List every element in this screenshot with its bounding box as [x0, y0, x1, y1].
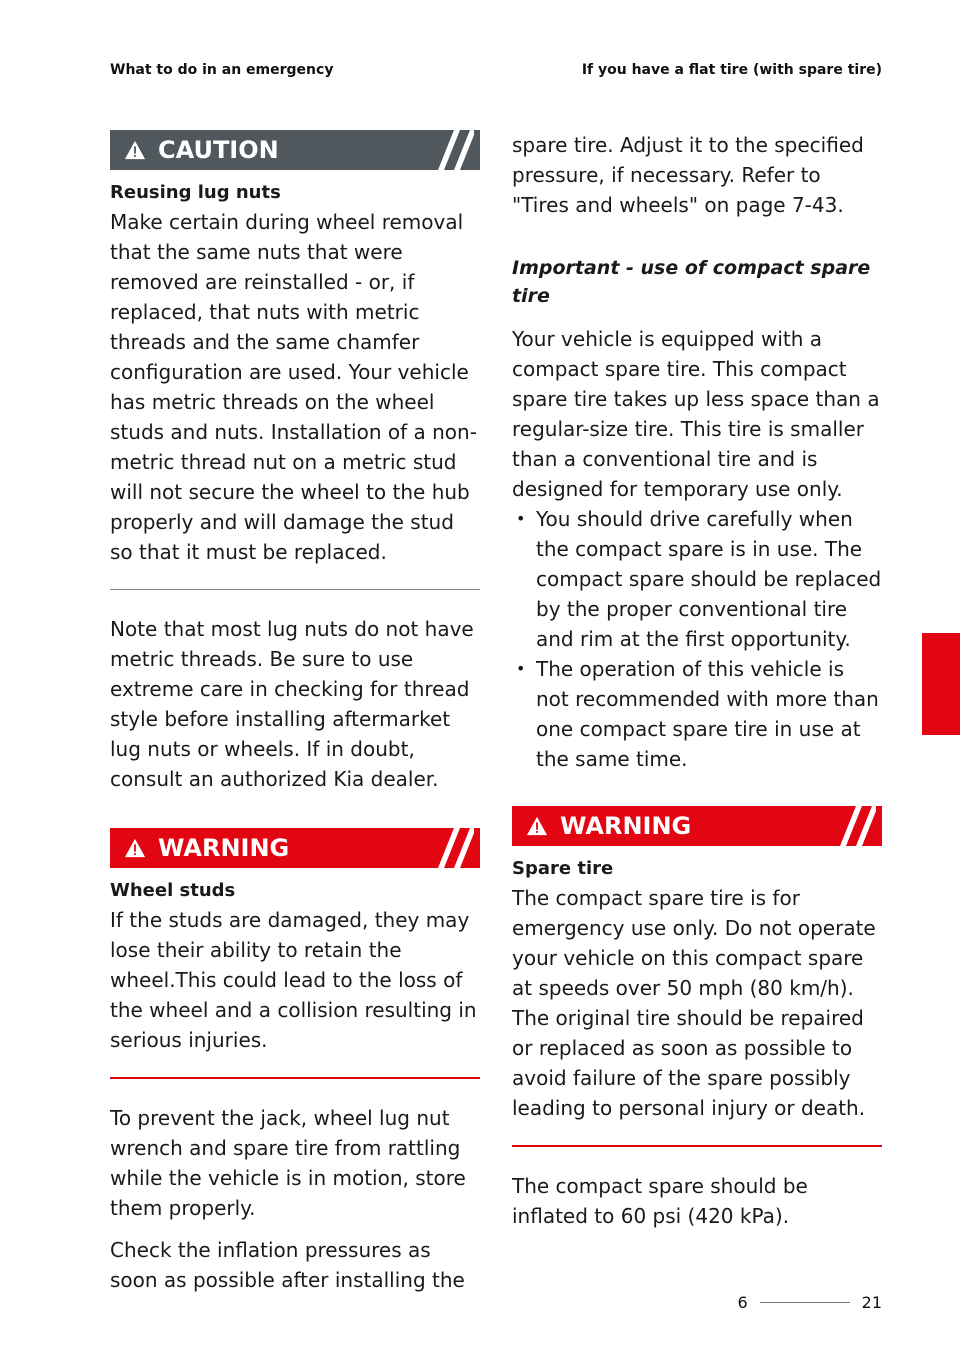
intro-paragraph: Your vehicle is equipped with a compact spare tire. This compact spare tire takes up less space than a regular-size tire. This tire is smaller than a conventional tire and is designed for temporary use only.: [512, 327, 880, 501]
inflation-paragraph: Check the inflation pressures as soon as possible after installing the: [110, 1238, 465, 1292]
footer-page-number: 21: [861, 1293, 882, 1312]
list-item: • You should drive carefully when the compact spare is in use. The compact spare should be replaced by the proper conventional tire and rim at the first opportunity.: [512, 504, 882, 654]
caution-title: Reusing lug nuts: [110, 182, 281, 203]
warning-triangle-icon: [526, 815, 548, 837]
warning-triangle-icon: [124, 139, 146, 161]
section-heading: Important - use of compact spare tire: [512, 257, 871, 307]
right-column: [512, 130, 882, 1231]
running-header-topic: If you have a flat tire (with spare tire): [581, 62, 882, 78]
chapter-tab-number: 6: [935, 717, 948, 738]
warning-banner-studs: [110, 828, 480, 868]
storage-paragraph: To prevent the jack, wheel lug nut wrench and spare tire from rattling while the vehicle is in motion, store them properly.: [110, 1106, 466, 1220]
list-item: • The operation of this vehicle is not recommended with more than one compact spare tire in use at the same time.: [512, 654, 882, 774]
warning-label: WARNING: [560, 812, 692, 840]
banner-stripes-icon: [424, 828, 474, 868]
warning-end-rule: [110, 1077, 480, 1079]
banner-stripes-icon: [424, 130, 474, 170]
caution-body: Make certain during wheel removal that the same nuts that were removed are reinstalled - or, if replaced, that nuts with metric threads and the same chamfer configuration are used. Your vehicle has metric threads on the wheel studs and nuts. Installation of a non-metric thread nut on a metric stud will not secure the wheel to the hub properly and will damage the stud so that it must be replaced.: [110, 210, 477, 564]
footer-divider: [760, 1302, 850, 1303]
banner-stripes-icon: [826, 806, 876, 846]
warning-title: Wheel studs: [110, 880, 236, 901]
warning-label: WARNING: [158, 834, 290, 862]
warning-body: If the studs are damaged, they may lose their ability to retain the wheel.This could lead to the loss of the wheel and a collision resulting in serious injuries.: [110, 908, 477, 1052]
warning-title: Spare tire: [512, 858, 614, 879]
warning-banner-spare: [512, 806, 882, 846]
warning-body: The compact spare tire is for emergency use only. Do not operate your vehicle on this compact spare at speeds over 50 mph (80 km/h). The original tire should be repaired or replaced as soon as possible to avoid failure of the spare possibly leading to personal injury or death.: [512, 886, 876, 1120]
left-column: [110, 130, 480, 1295]
running-header-section: What to do in an emergency: [110, 62, 334, 78]
caution-end-rule: [110, 589, 480, 590]
footer-chapter: 6: [737, 1293, 748, 1312]
caution-label: CAUTION: [158, 136, 279, 164]
note-paragraph: Note that most lug nuts do not have metric threads. Be sure to use extreme care in checking for thread style before installing aftermarket lug nuts or wheels. If in doubt, consult an authorized Kia dealer.: [110, 617, 474, 791]
bullet-list: [512, 504, 882, 774]
inflation-spec-paragraph: The compact spare should be inflated to 60 psi (420 kPa).: [512, 1174, 808, 1228]
warning-end-rule: [512, 1145, 882, 1147]
continued-paragraph: spare tire. Adjust it to the specified pressure, if necessary. Refer to "Tires and wheels" on page 7-43.: [512, 133, 864, 217]
warning-triangle-icon: [124, 837, 146, 859]
page-footer: [737, 1293, 882, 1312]
caution-banner: [110, 130, 480, 170]
